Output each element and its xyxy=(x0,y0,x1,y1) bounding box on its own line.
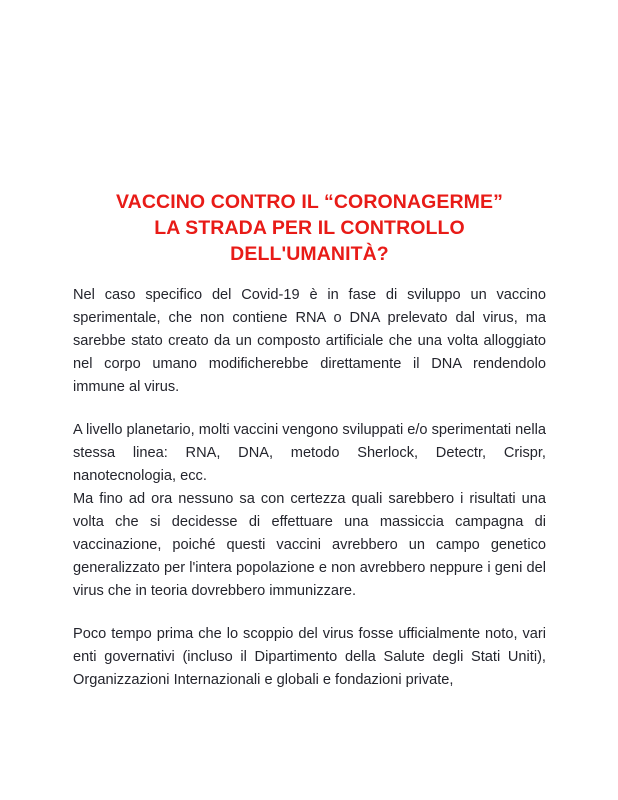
document-content xyxy=(73,189,546,692)
page-title-line-1: VACCINO CONTRO IL “CORONAGERME” xyxy=(116,191,503,213)
page-title-line-2: LA STRADA PER IL CONTROLLO xyxy=(154,217,465,239)
paragraph: Nel caso specifico del Covid-19 è in fase di sviluppo un vaccino sperimentale, che non contiene RNA o DNA prelevato dal virus, ma sarebbe stato creato da un composto artificiale che una volta alloggiato nel corpo umano modificherebbe direttamente il DNA rendendolo immune al virus. xyxy=(73,287,546,395)
paragraph: Poco tempo prima che lo scoppio del virus fosse ufficialmente noto, vari enti governativi (incluso il Dipartimento della Salute degli Stati Uniti), Organizzazioni Internazionali e globali e fondazioni private, xyxy=(73,626,546,688)
page-title-line-3: DELL'UMANITÀ? xyxy=(230,243,389,265)
paragraph: Ma fino ad ora nessuno sa con certezza quali sarebbero i risultati una volta che si decidesse di effettuare una massiccia campagna di vaccinazione, poiché questi vaccini avrebbero un campo genetico generalizzato per l'intera popolazione e non avrebbero neppure i geni del virus che in teoria dovrebbero immunizzare. xyxy=(73,491,546,599)
paragraph: A livello planetario, molti vaccini vengono sviluppati e/o sperimentati nella stessa linea: RNA, DNA, metodo Sherlock, Detectr, Crispr, nanotecnologia, ecc. xyxy=(73,422,546,484)
paragraph-block-3 xyxy=(73,623,546,692)
paragraph-block-2 xyxy=(73,419,546,603)
page-title xyxy=(73,189,546,267)
paragraph-block-1 xyxy=(73,284,546,399)
